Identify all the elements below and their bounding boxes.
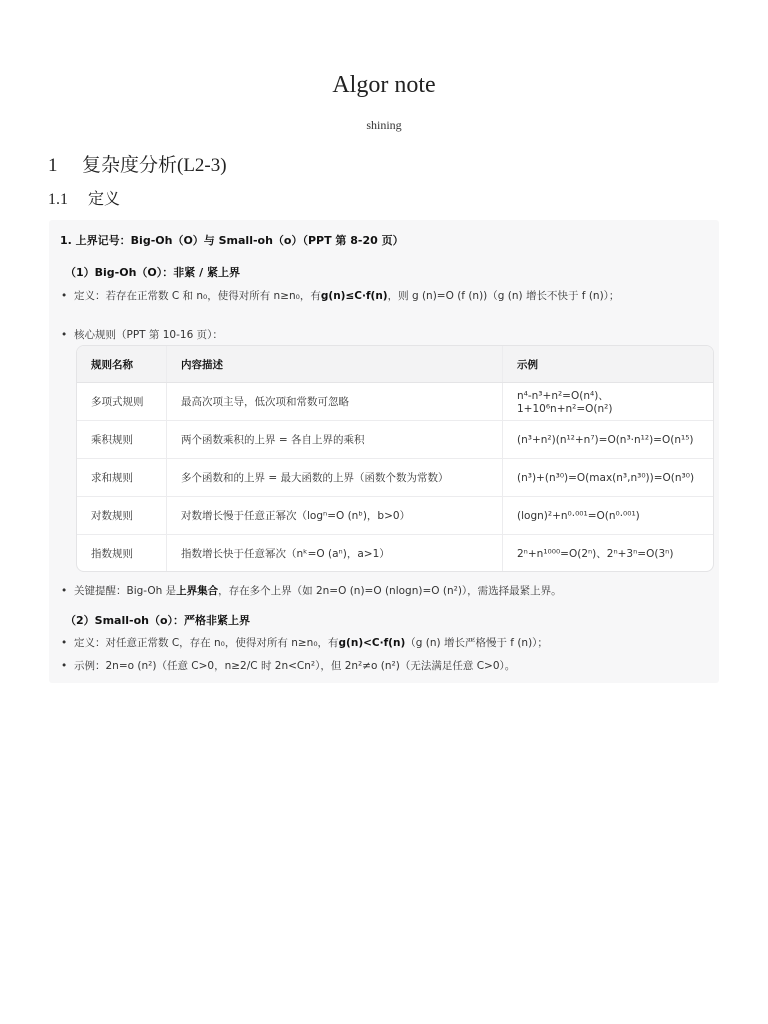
rules-intro-text: • 核心规则（PPT 第 10-16 页）： — [74, 329, 223, 341]
rules-table — [76, 345, 714, 572]
smalloh-definition-formula: g(n)<C·f(n) — [338, 637, 406, 649]
subsection-number: 1.1 — [48, 191, 68, 208]
document-title: Algor note — [332, 72, 436, 98]
smalloh-heading: （2）Small-oh（o）：严格非紧上界 — [65, 614, 251, 627]
block-heading: 1. 上界记号：Big-Oh（O）与 Small-oh（o）（PPT 第 8-20 页） — [60, 234, 404, 247]
subsection-title: 定义 — [88, 191, 121, 208]
smalloh-definition-pre: 定义：对任意正常数 C，存在 n₀，使得对所有 n≥n₀，有 — [74, 637, 339, 649]
table-cell: (n³+n²)(n¹²+n⁷)=O(n³·n¹²)=O(n¹⁵) — [503, 421, 714, 459]
section-heading — [48, 150, 227, 177]
table-cell: 指数规则 — [77, 535, 167, 573]
table-header-row — [77, 346, 713, 383]
bigoh-definition-formula: g(n)≤C·f(n) — [320, 290, 388, 302]
table-cell: 乘积规则 — [77, 421, 167, 459]
table-header-cell: 示例 — [503, 346, 714, 383]
table-cell: 求和规则 — [77, 459, 167, 497]
table-header-cell: 内容描述 — [167, 346, 503, 383]
table-cell: 指数增长快于任意幂次（nᵏ=O (aⁿ)，a>1） — [167, 535, 503, 573]
smalloh-example-text: • 示例：2n=o (n²)（任意 C>0，n≥2/C 时 2n<Cn²），但 2n²≠o (n²)（无法满足任意 C>0）。 — [74, 660, 516, 672]
table-cell: 最高次项主导，低次项和常数可忽略 — [167, 383, 503, 421]
bigoh-definition-post: ，则 g (n)=O (f (n))（g (n) 增长不快于 f (n)）； — [387, 290, 620, 302]
section-number: 1 — [48, 155, 58, 176]
section-title: 复杂度分析(L2-3) — [82, 155, 227, 176]
table-row — [77, 497, 713, 535]
reminder-pre: 关键提醒：Big-Oh 是 — [74, 585, 177, 597]
table-cell: (logn)²+n⁰·⁰⁰¹=O(n⁰·⁰⁰¹) — [503, 497, 714, 535]
smalloh-definition-post: （g (n) 增长严格慢于 f (n)）； — [405, 637, 548, 649]
smalloh-example — [61, 657, 661, 676]
table-cell: 对数规则 — [77, 497, 167, 535]
table-row — [77, 421, 713, 459]
bigoh-definition-pre: 定义：若存在正常数 C 和 n₀，使得对所有 n≥n₀，有 — [74, 290, 321, 302]
table-cell: (n³)+(n³⁰)=O(max(n³,n³⁰))=O(n³⁰) — [503, 459, 714, 497]
table-row — [77, 383, 713, 421]
table-row — [77, 459, 713, 497]
table-header-cell: 规则名称 — [77, 346, 167, 383]
rules-intro — [61, 326, 661, 345]
table-cell: 多项式规则 — [77, 383, 167, 421]
table-row — [77, 535, 713, 573]
table-cell: 两个函数乘积的上界 = 各自上界的乘积 — [167, 421, 503, 459]
subsection-heading — [48, 186, 120, 209]
table-cell: n⁴-n³+n²=O(n⁴)、1+10⁶n+n²=O(n²) — [503, 383, 714, 421]
content-block — [49, 220, 719, 683]
smalloh-definition — [61, 634, 661, 653]
table-cell: 对数增长慢于任意正幂次（logⁿ=O (nᵇ)，b>0） — [167, 497, 503, 535]
bigoh-definition — [61, 287, 661, 306]
table-cell: 2ⁿ+n¹⁰⁰⁰=O(2ⁿ)、2ⁿ+3ⁿ=O(3ⁿ) — [503, 535, 714, 573]
table-cell: 多个函数和的上界 = 最大函数的上界（函数个数为常数） — [167, 459, 503, 497]
bigoh-heading: （1）Big-Oh（O）：非紧 / 紧上界 — [65, 266, 240, 279]
bigoh-reminder — [61, 582, 661, 601]
reminder-emphasis: 上界集合 — [176, 585, 219, 597]
document-author: shining — [366, 118, 402, 132]
reminder-post: ，存在多个上界（如 2n=O (n)=O (nlogn)=O (n²)），需选择最紧上界。 — [218, 585, 562, 597]
